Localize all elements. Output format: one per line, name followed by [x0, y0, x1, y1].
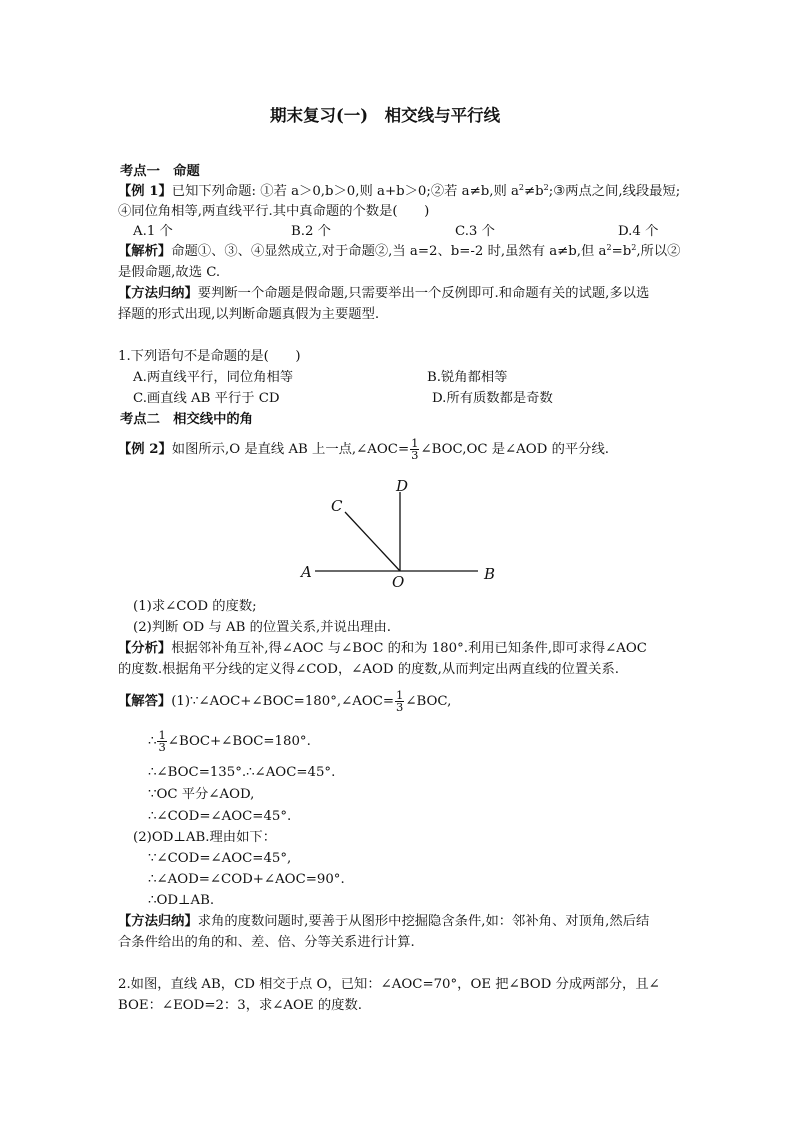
method-tag: 【方法归纳】	[118, 286, 198, 301]
answer-line-6: (2)OD⊥AB.理由如下：	[133, 830, 276, 845]
superscript: 2	[606, 243, 612, 252]
option-b: B.2 个	[291, 224, 331, 239]
example-1-line-2: ④同位角相等,两直线平行.其中真命题的个数是( )	[118, 204, 430, 219]
method-text: 要判断一个命题是假命题,只需要举出一个反例即可.和命题有关的试题,多以选	[197, 286, 650, 301]
option-d: D.4 个	[618, 224, 659, 239]
label-c: C	[331, 497, 343, 515]
answer-text: ∠BOC,	[405, 694, 452, 709]
fraction-one-third: $\frac{1}{3}$	[396, 688, 404, 714]
question-2-line-2: BOE：∠EOD=2：3，求∠AOE 的度数.	[118, 998, 362, 1013]
answer-text: (1)∵∠AOC+∠BOC=180°,∠AOC=	[171, 694, 395, 709]
subquestion-1: (1)求∠COD 的度数;	[133, 599, 257, 614]
fraction-one-third: $\frac{1}{3}$	[411, 436, 419, 462]
subquestion-2: (2)判断 OD 与 AB 的位置关系,并说出理由.	[133, 620, 391, 635]
answer-line-1	[118, 690, 451, 713]
answer-line-9: ∴OD⊥AB.	[148, 893, 215, 908]
method-text: 求角的度数问题时,要善于从图形中挖掘隐含条件,如：邻补角、对顶角,然后结	[197, 914, 650, 929]
answer-tag: 【解答】	[118, 694, 172, 709]
analysis-line-2: 的度数.根据角平分线的定义得∠COD，∠AOD 的度数,从而判定出两直线的位置关系.	[118, 662, 619, 677]
analysis-tag: 【分析】	[118, 641, 172, 656]
superscript: 2	[518, 183, 525, 192]
section-heading-1: 考点一 命题	[120, 164, 200, 179]
q1-option-a: A.两直线平行，同位角相等	[133, 370, 294, 385]
example-tag: 【例 1】	[118, 184, 172, 199]
analysis-line-1	[118, 640, 647, 658]
example-tag: 【例 2】	[118, 442, 172, 457]
example-1-line-1	[118, 183, 680, 201]
fraction-one-third: $\frac{1}{3}$	[158, 728, 166, 754]
example-text: ∠BOC,OC 是∠AOD 的平分线.	[420, 442, 609, 457]
therefore-symbol: ∴	[148, 734, 157, 749]
ray-oc	[345, 512, 400, 571]
solution-line-1	[118, 243, 680, 261]
solution-text: =b	[611, 244, 632, 259]
method-line-1	[118, 285, 649, 303]
answer-line-2	[148, 730, 311, 753]
answer-line-5: ∴∠COD=∠AOC=45°.	[148, 809, 292, 824]
answer-line-8: ∴∠AOD=∠COD+∠AOC=90°.	[148, 872, 345, 887]
answer-text: ∠BOC+∠BOC=180°.	[167, 734, 311, 749]
solution-line-2: 是假命题,故选 C.	[118, 265, 221, 280]
superscript: 2	[631, 243, 637, 252]
superscript: 2	[543, 183, 549, 192]
solution-tag: 【解析】	[118, 244, 172, 259]
answer-line-7: ∵∠COD=∠AOC=45°,	[148, 851, 292, 866]
label-a: A	[301, 563, 312, 581]
example-text: ;③两点之间,线段最短;	[548, 184, 681, 199]
label-o: O	[392, 573, 405, 591]
example-2-line	[118, 438, 609, 461]
analysis-text: 根据邻补角互补,得∠AOC 与∠BOC 的和为 180°.利用已知条件,即可求得∠AOC	[171, 641, 647, 656]
q1-option-c: C.画直线 AB 平行于 CD	[133, 391, 280, 406]
example-text: 已知下列命题: ①若 a＞0,b＞0,则 a+b＞0;②若 a≠b,则 a	[171, 184, 519, 199]
method-tag: 【方法归纳】	[118, 914, 198, 929]
answer-line-3: ∴∠BOC=135°.∴∠AOC=45°.	[148, 765, 336, 780]
q1-option-b: B.锐角都相等	[427, 370, 508, 385]
page-title: 期末复习(一) 相交线与平行线	[270, 106, 501, 125]
example-text: 如图所示,O 是直线 AB 上一点,∠AOC=	[171, 442, 410, 457]
q1-option-d: D.所有质数都是奇数	[432, 391, 553, 406]
solution-text: 命题①、③、④显然成立,对于命题②,当 a=2、b=-2 时,虽然有 a≠b,但 a	[171, 244, 607, 259]
method-2-line-1	[118, 913, 649, 931]
question-1-stem: 1.下列语句不是命题的是( )	[118, 349, 301, 364]
solution-text: ,所以②	[636, 244, 681, 259]
method-2-line-2: 合条件给出的角的和、差、倍、分等关系进行计算.	[118, 935, 415, 950]
option-a: A.1 个	[133, 224, 173, 239]
example-text: ≠b	[524, 184, 544, 199]
option-c: C.3 个	[455, 224, 495, 239]
answer-line-4: ∵OC 平分∠AOD,	[148, 787, 255, 802]
label-d: D	[396, 477, 409, 495]
question-2-line-1: 2.如图，直线 AB，CD 相交于点 O，已知：∠AOC=70°，OE 把∠BOD 分成两部分，且∠	[118, 977, 660, 992]
section-heading-2: 考点二 相交线中的角	[120, 412, 253, 427]
label-b: B	[484, 565, 496, 583]
method-line-2: 择题的形式出现,以判断命题真假为主要题型.	[118, 307, 380, 322]
geometry-figure	[290, 472, 510, 592]
